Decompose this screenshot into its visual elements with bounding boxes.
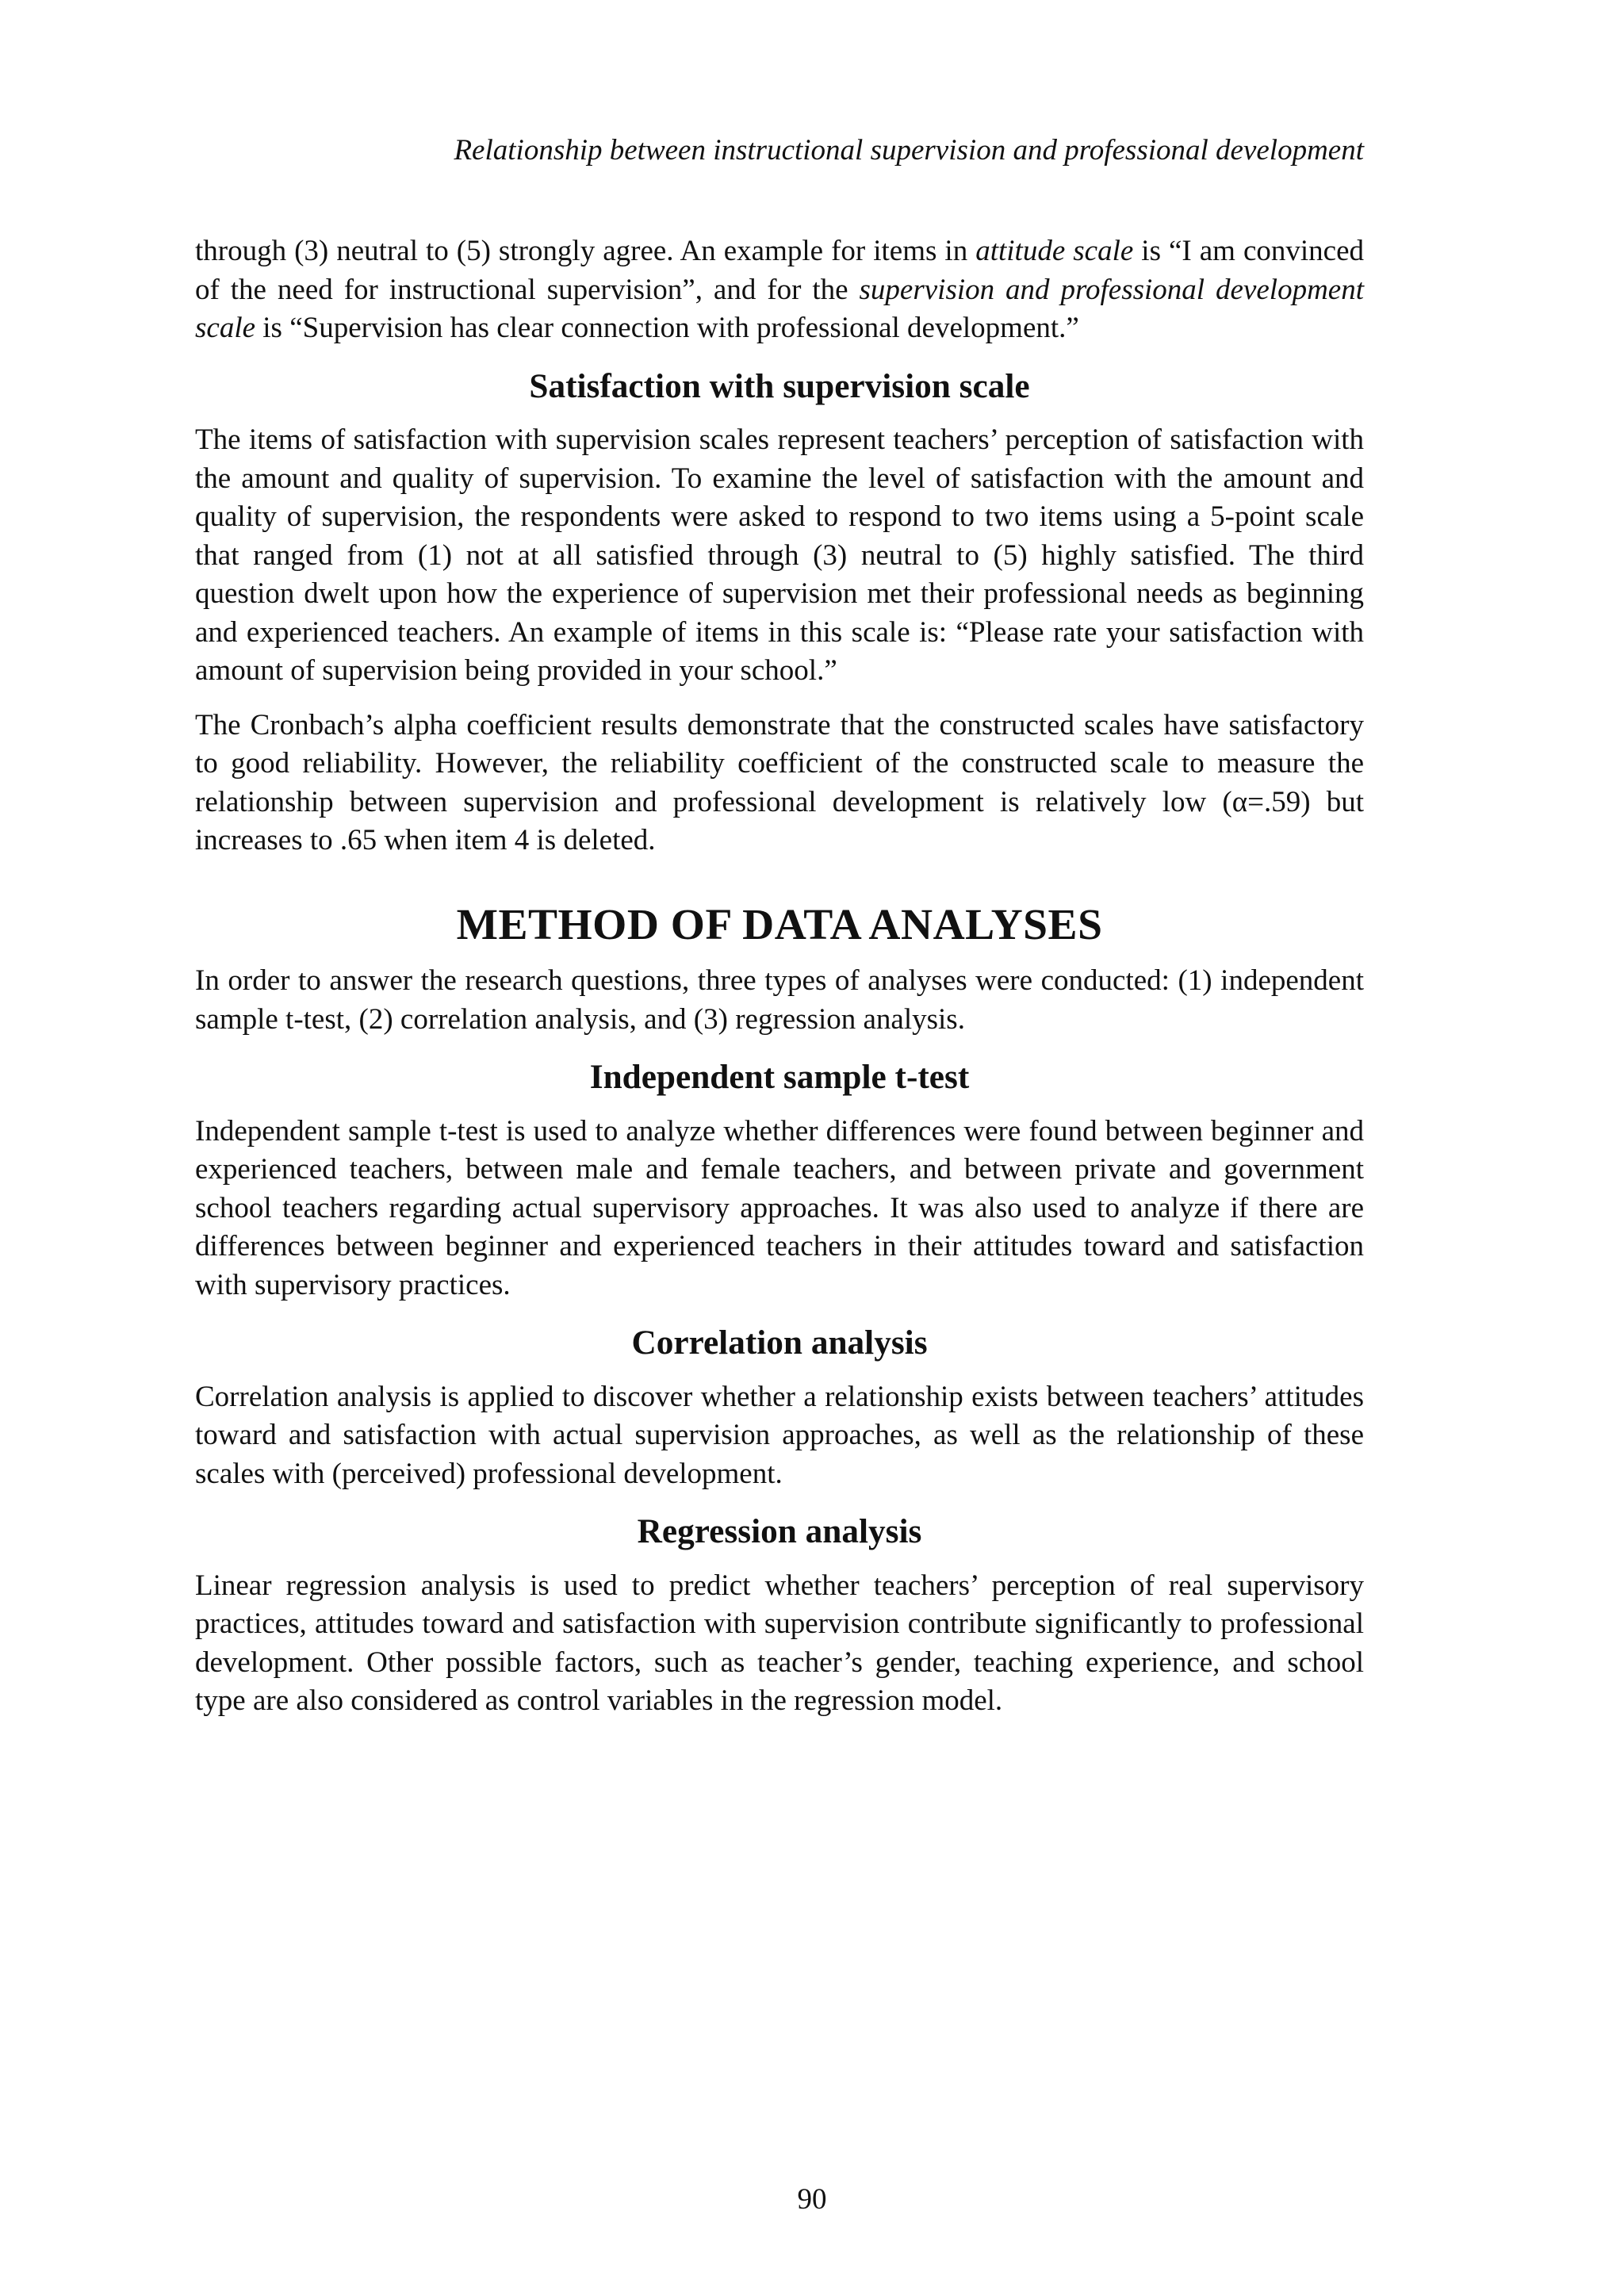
regression-heading: Regression analysis bbox=[637, 1512, 922, 1550]
intro-italic-2: supervision and professional development scale bbox=[195, 273, 1365, 344]
intro-text-3: is “Supervision has clear connection with professional development.” bbox=[255, 312, 1079, 344]
intro-italic-1: attitude scale bbox=[975, 235, 1134, 267]
page-number: 90 bbox=[797, 2183, 827, 2216]
method-heading: METHOD OF DATA ANALYSES bbox=[456, 900, 1103, 949]
correlation-paragraph: Correlation analysis is applied to discover whether a relationship exists between teachers’ attitudes toward and satisfaction with actual supervision approaches, as well as the relationship of these scales with (perceived) professional development. bbox=[195, 1380, 1364, 1490]
regression-paragraph: Linear regression analysis is used to predict whether teachers’ perception of real supervisory practices, attitudes toward and satisfaction with supervision contribute significantly to professional development. Other possible factors, such as teacher’s gender, teaching experience, and school type are also considered as control variables in the regression model. bbox=[195, 1569, 1364, 1717]
page-body bbox=[195, 232, 1364, 1721]
satisfaction-paragraph: The items of satisfaction with supervision scales represent teachers’ perception of satisfaction with the amount and quality of supervision. To examine the level of satisfaction with the amount and quality of supervision, the respondents were asked to respond to two items using a 5-point scale that ranged from (1) not at all satisfied through (3) neutral to (5) highly satisfied. The third question dwelt upon how the experience of supervision met their professional needs as beginning and experienced teachers. An example of items in this scale is: “Please rate your satisfaction with amount of supervision being provided in your school.” bbox=[195, 423, 1364, 687]
ttest-paragraph: Independent sample t-test is used to analyze whether differences were found between beginner and experienced teachers, between male and female teachers, and between private and government school teachers regarding actual supervisory approaches. It was also used to analyze if there are differences between beginner and experienced teachers in their attitudes toward and satisfaction with supervisory practices. bbox=[195, 1114, 1364, 1301]
cronbach-paragraph: The Cronbach’s alpha coefficient results demonstrate that the constructed scales have satisfactory to good reliability. However, the reliability coefficient of the constructed scale to measure the relationship between supervision and professional development is relatively low (α=.59) but increases to .65 when item 4 is deleted. bbox=[195, 708, 1364, 856]
intro-text-2: is “I am convinced of the need for instructional supervision”, and for the bbox=[195, 235, 1364, 306]
intro-paragraph bbox=[195, 232, 1364, 348]
method-paragraph: In order to answer the research questions, three types of analyses were conducted: (1) independent sample t-test, (2) correlation analysis, and (3) regression analysis. bbox=[195, 964, 1364, 1036]
ttest-heading: Independent sample t-test bbox=[589, 1058, 970, 1096]
intro-text-1: through (3) neutral to (5) strongly agree. An example for items in bbox=[195, 235, 976, 267]
running-head: Relationship between instructional supervision and professional development bbox=[454, 134, 1364, 167]
satisfaction-heading: Satisfaction with supervision scale bbox=[529, 366, 1030, 405]
correlation-heading: Correlation analysis bbox=[631, 1324, 928, 1362]
